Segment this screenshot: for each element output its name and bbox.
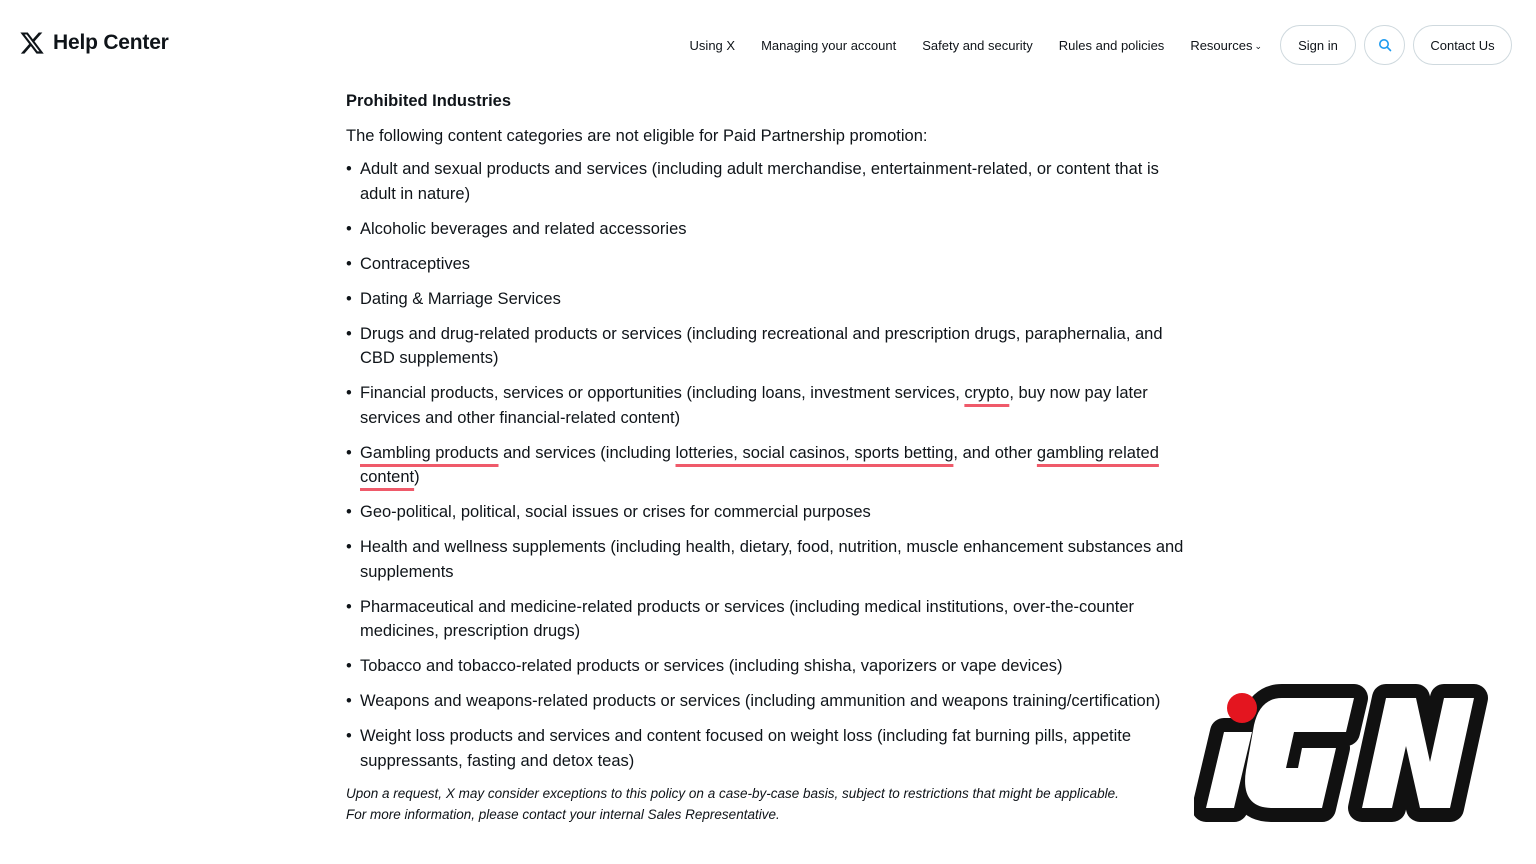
nav-safety-security[interactable]: Safety and security bbox=[922, 37, 1033, 53]
note-line-1: Upon a request, X may consider exceptions to this policy on a case-by-case basis, subject to restrictions that might be applicable. bbox=[346, 785, 1119, 801]
brand-link[interactable] bbox=[19, 30, 169, 56]
section-title: Prohibited Industries bbox=[346, 92, 512, 110]
list-item: • Health and wellness supplements (including health, dietary, food, nutrition, muscle enhancement substances and supplements bbox=[346, 535, 1186, 584]
list-item: • Drugs and drug-related products or services (including recreational and prescription drugs, paraphernalia, and CBD supplements) bbox=[346, 322, 1186, 371]
site-header bbox=[0, 0, 1536, 88]
note-text bbox=[346, 783, 1186, 825]
x-logo-icon bbox=[19, 30, 45, 56]
nav-resources[interactable] bbox=[1190, 38, 1262, 53]
list-item: • Contraceptives bbox=[346, 252, 1186, 277]
highlighted-term: gambling related content bbox=[360, 443, 1159, 486]
list-item: • Tobacco and tobacco-related products or services (including shisha, vaporizers or vape devices) bbox=[346, 654, 1186, 679]
list-item: • Pharmaceutical and medicine-related products or services (including medical institutions, over-the-counter medicines, prescription drugs) bbox=[346, 595, 1186, 644]
brand-title: Help Center bbox=[53, 31, 169, 54]
contact-us-button[interactable]: Contact Us bbox=[1413, 25, 1512, 65]
list-item: • Financial products, services or opportunities (including loans, investment services, crypto, buy now pay later services and other financial-related content) bbox=[346, 381, 1186, 430]
list-item: • Dating & Marriage Services bbox=[346, 287, 1186, 312]
ign-logo bbox=[1194, 670, 1494, 825]
list-item: • Adult and sexual products and services (including adult merchandise, entertainment-related, or content that is adult in nature) bbox=[346, 157, 1186, 206]
nav-resources-label: Resources bbox=[1190, 37, 1253, 53]
ign-logo-dot bbox=[1227, 693, 1257, 723]
highlighted-term: lotteries, social casinos, sports betting bbox=[675, 443, 954, 462]
sign-in-button[interactable]: Sign in bbox=[1280, 25, 1356, 65]
prohibited-list bbox=[346, 157, 1186, 773]
top-nav bbox=[690, 25, 1512, 65]
highlighted-term: crypto bbox=[964, 384, 1010, 402]
note-line-2: For more information, please contact your internal Sales Representative. bbox=[346, 806, 780, 822]
list-item: • Geo-political, political, social issues or crises for commercial purposes bbox=[346, 500, 1186, 525]
list-item: • Alcoholic beverages and related accessories bbox=[346, 217, 1186, 242]
nav-managing-account[interactable]: Managing your account bbox=[761, 37, 897, 53]
list-item: • Weight loss products and services and content focused on weight loss (including fat burning pills, appetite suppressants, fasting and detox teas) bbox=[346, 724, 1186, 773]
search-icon bbox=[1378, 38, 1392, 52]
nav-rules-policies[interactable]: Rules and policies bbox=[1058, 37, 1165, 53]
intro-text: The following content categories are not eligible for Paid Partnership promotion: bbox=[346, 127, 928, 145]
chevron-down-icon: ⌄ bbox=[1254, 40, 1262, 51]
search-button[interactable] bbox=[1364, 25, 1405, 65]
highlighted-term: Gambling products bbox=[360, 443, 499, 462]
article-content bbox=[346, 90, 1186, 825]
nav-using-x[interactable]: Using X bbox=[689, 37, 736, 53]
list-item: • Gambling products and services (including lotteries, social casinos, sports betting, and other gambling related content) bbox=[346, 441, 1186, 490]
list-item: • Weapons and weapons-related products or services (including ammunition and weapons training/certification) bbox=[346, 689, 1186, 714]
